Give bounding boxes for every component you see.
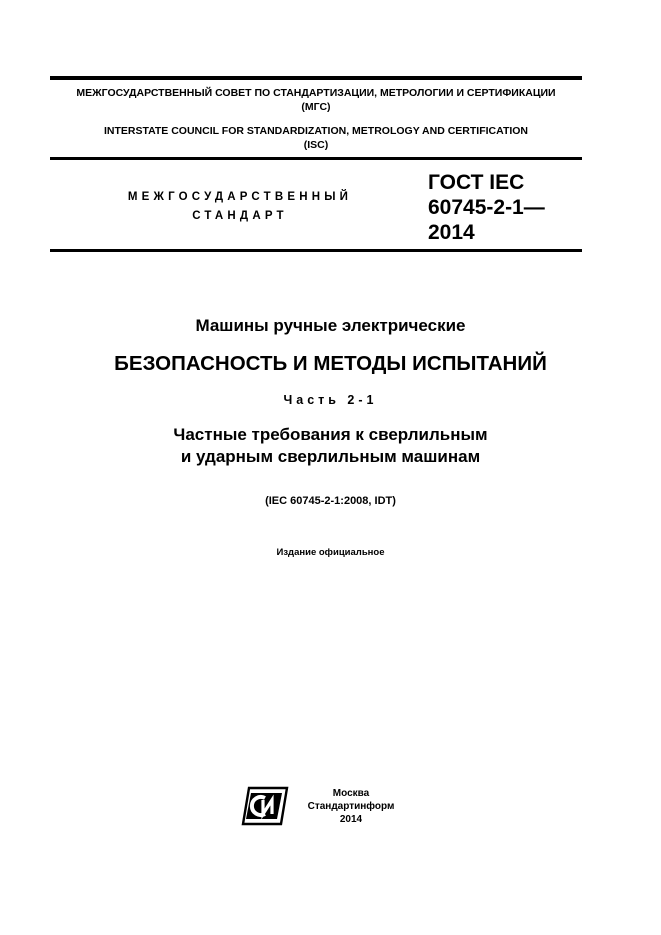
document-title: БЕЗОПАСНОСТЬ И МЕТОДЫ ИСПЫТАНИЙ xyxy=(114,352,547,375)
council-name-ru xyxy=(50,86,582,114)
document-spec-line2: и ударным сверлильным машинам xyxy=(180,447,481,466)
publisher-year: 2014 xyxy=(339,814,363,825)
document-part: Часть 2-1 xyxy=(283,393,378,407)
middle-rule xyxy=(50,157,582,160)
council-en-abbr: (ISC) xyxy=(303,139,329,151)
council-ru-abbr: (МГС) xyxy=(301,101,331,113)
publisher-name: Стандартинформ xyxy=(307,801,395,812)
standard-code-line3: 2014 xyxy=(428,221,475,244)
publisher-city: Москва xyxy=(332,788,370,799)
document-spec xyxy=(0,424,661,468)
standard-type-line1: МЕЖГОСУДАРСТВЕННЫЙ xyxy=(127,191,353,203)
publisher-block xyxy=(298,787,404,826)
standard-code xyxy=(428,170,588,245)
council-name-en xyxy=(50,124,582,152)
top-rule xyxy=(50,76,582,80)
standard-type-line2: СТАНДАРТ xyxy=(192,210,288,222)
standard-type xyxy=(90,188,390,226)
standard-code-line1: ГОСТ IEC xyxy=(428,171,525,194)
bottom-rule xyxy=(50,249,582,252)
document-spec-line1: Частные требования к сверлильным xyxy=(173,425,488,444)
edition-note: Издание официальное xyxy=(276,547,385,558)
council-en-line1: INTERSTATE COUNCIL FOR STANDARDIZATION, METROLOGY AND CERTIFICATION xyxy=(103,125,529,137)
standard-code-line2: 60745-2-1— xyxy=(428,196,545,219)
council-ru-line1: МЕЖГОСУДАРСТВЕННЫЙ СОВЕТ ПО СТАНДАРТИЗАЦИИ, МЕТРОЛОГИИ И СЕРТИФИКАЦИИ xyxy=(76,87,556,99)
standartinform-logo-icon xyxy=(237,784,293,828)
document-subject: Машины ручные электрические xyxy=(195,316,466,335)
iec-reference: (IEC 60745-2-1:2008, IDT) xyxy=(265,495,396,507)
